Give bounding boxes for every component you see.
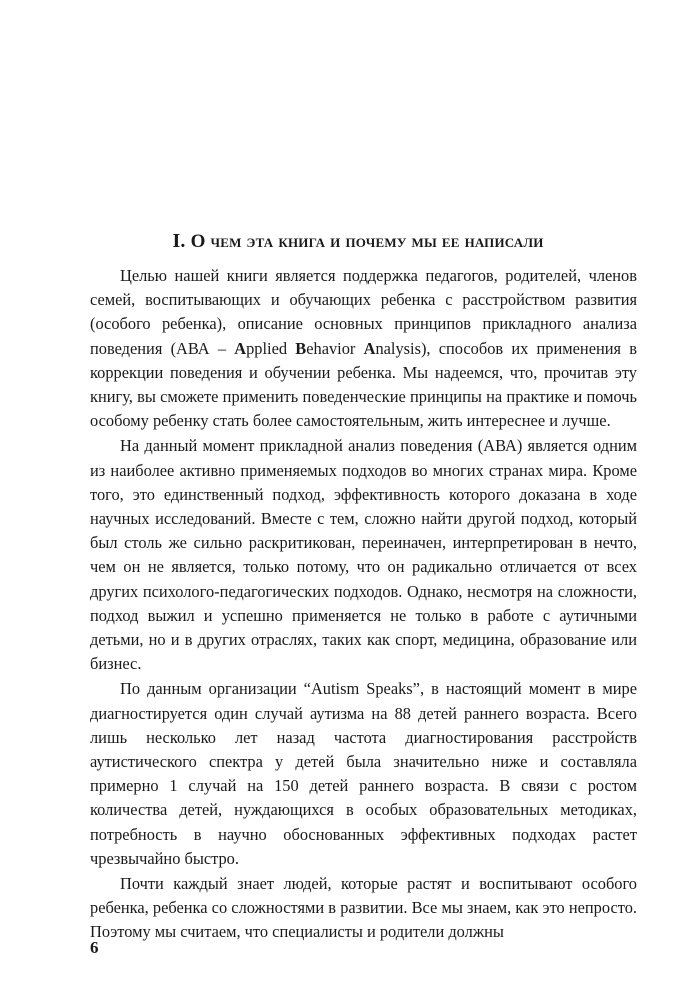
paragraph-1-text-end: nalysis), способов их применения в коррекции поведения и обучении ребенка. Мы надеемся, что, прочитав эту книгу, вы сможете применить поведенческие принципы на практике и помочь особому ребенку стать более самостоятельным, жить интереснее и лучше. <box>90 338 638 431</box>
body-text <box>90 264 637 946</box>
paragraph-2: На данный момент прикладной анализ поведения (АВА) является одним из наиболее активно применяемых подходов во многих странах мира. Кроме того, это единственный подход, эффективность которого доказана в ходе научных исследований. Вместе с тем, сложно найти другой подход, который был столь же сильно раскритикован, переиначен, интерпретирован в нечто, чем он не является, только потому, что он радикально отличается от всех других психолого-педагогических подходов. Однако, несмотря на сложности, подход выжил и успешно применяется не только в работе с аутичными детьми, но и в других отраслях, таких как спорт, медицина, образование или бизнес. <box>90 436 637 674</box>
acronym-letter-b: B <box>295 338 307 358</box>
paragraph-1-text-start: Целью нашей книги является поддержка педагогов, родителей, членов семей, воспитывающих и обучающих ребенка с расстройством развития (особого ребенка), описание основных принципов прикладного анализа поведения (АВА – <box>90 266 637 358</box>
paragraph-1 <box>90 264 637 433</box>
paragraph-3: По данным организации “Autism Speaks”, в настоящий момент в мире диагностируется один случай аутизма на 88 детей раннего возраста. Всего лишь несколько лет назад частота диагностирования расстройств аутистического спектра у детей была значительно ниже и составляла примерно 1 случай на 150 детей раннего возраста. В связи с ростом количества детей, нуждающихся в особых образовательных методиках, потребность в научно обоснованных эффективных подходах растет чрезвычайно быстро. <box>90 679 637 868</box>
acronym-word-applied: pplied <box>246 338 296 358</box>
page-number: 6 <box>90 938 99 957</box>
chapter-number: I. <box>172 230 186 252</box>
chapter-title-first-letter: О <box>190 231 206 252</box>
paragraph-4: Почти каждый знает людей, которые растят и воспитывают особого ребенка, ребенка со сложностями в развитии. Все мы знаем, как это непросто. Поэтому мы считаем, что специалисты и родители должны <box>90 874 637 942</box>
acronym-word-behavior: ehavior <box>306 338 364 358</box>
acronym-letter-a: A <box>234 338 247 358</box>
chapter-title-text: чем эта книга и почему мы ее написали <box>205 231 544 252</box>
acronym-letter-a2: A <box>363 338 376 358</box>
chapter-title <box>88 228 628 255</box>
